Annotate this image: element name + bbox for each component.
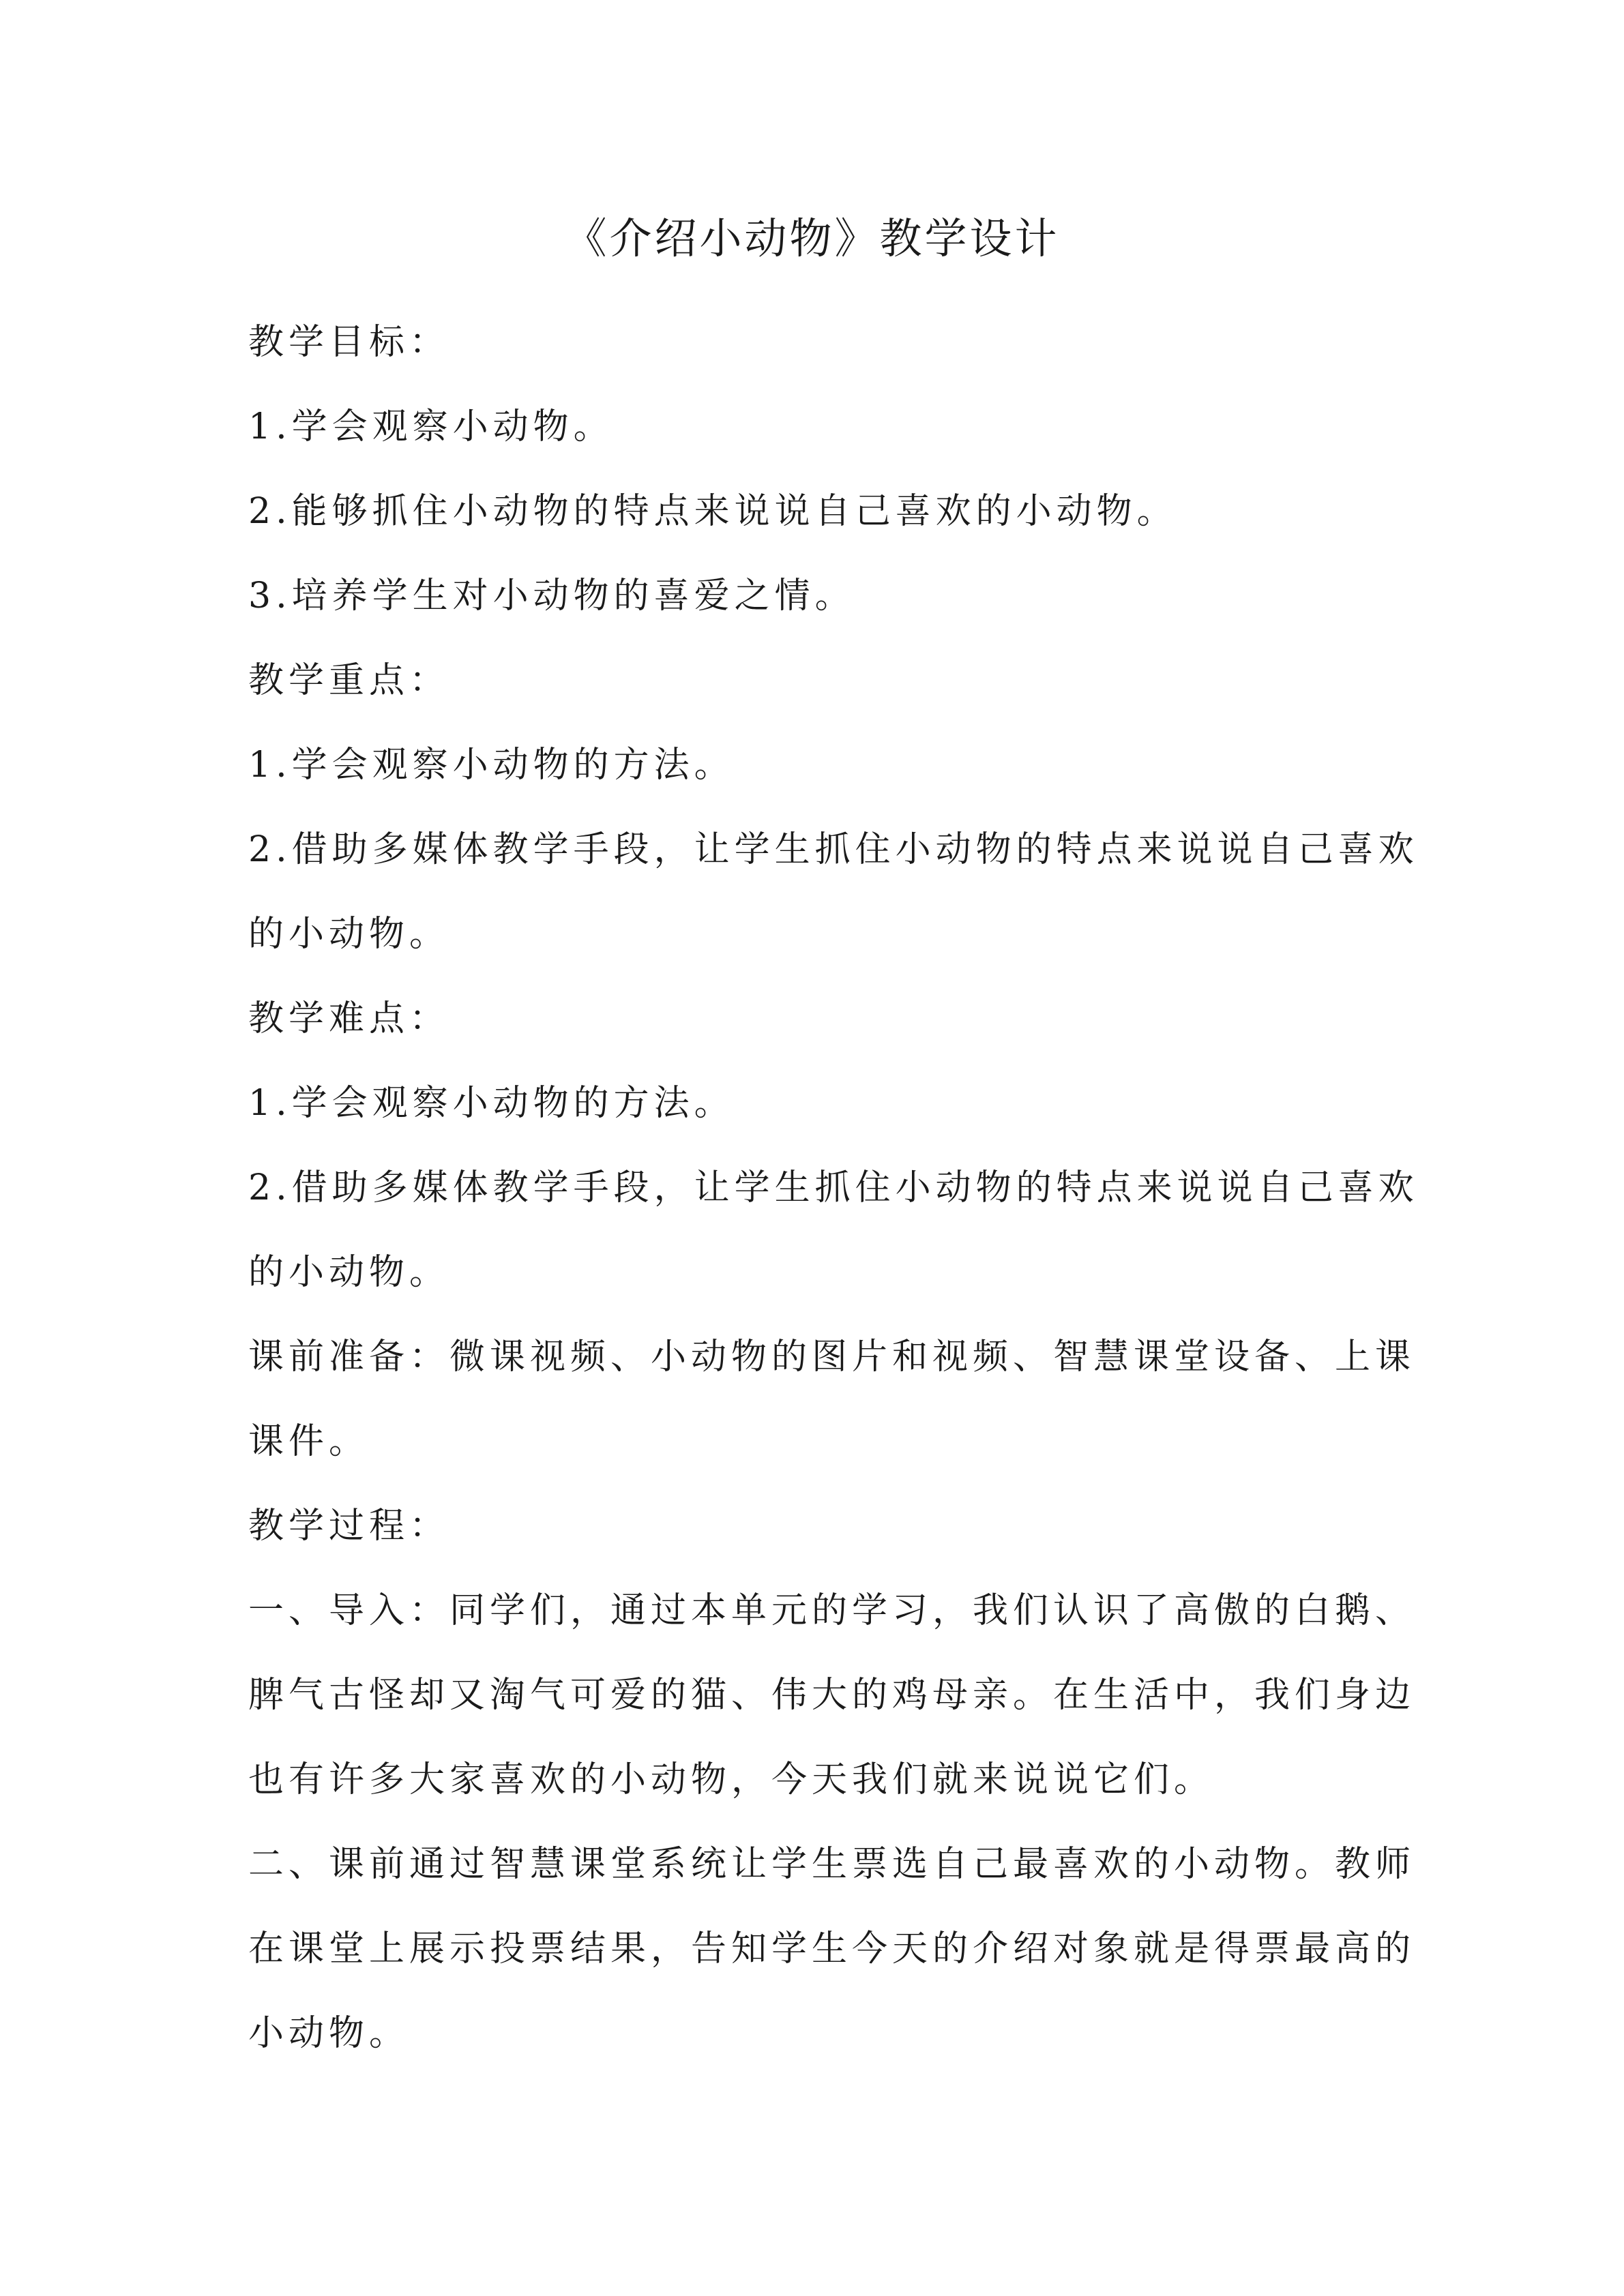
- text-line: 教学目标：: [248, 322, 450, 363]
- text-line: 的小动物。: [248, 914, 450, 955]
- text-line: 的小动物。: [248, 1252, 450, 1293]
- text-line: 脾气古怪却又淘气可爱的猫、伟大的鸡母亲。在生活中，我们身边: [248, 1675, 1416, 1716]
- text-line: 在课堂上展示投票结果，告知学生今天的介绍对象就是得票最高的: [248, 1928, 1416, 1969]
- text-line: 二、课前通过智慧课堂系统让学生票选自己最喜欢的小动物。教师: [248, 1844, 1416, 1885]
- text-line: 也有许多大家喜欢的小动物，今天我们就来说说它们。: [248, 1759, 1215, 1800]
- document-body: [248, 300, 1419, 2076]
- text-line: 课前准备：微课视频、小动物的图片和视频、智慧课堂设备、上课: [248, 1337, 1416, 1377]
- document-title: 《介绍小动物》教学设计: [564, 213, 1060, 263]
- text-line: 1.学会观察小动物的方法。: [248, 745, 735, 786]
- text-line: 教学重点：: [248, 660, 450, 701]
- text-line: 2.借助多媒体教学手段，让学生抓住小动物的特点来说说自己喜欢: [248, 829, 1419, 870]
- text-line: 教学过程：: [248, 1506, 450, 1547]
- text-line: 1.学会观察小动物的方法。: [248, 1083, 735, 1124]
- text-line: 教学难点：: [248, 998, 450, 1039]
- text-line: 2.借助多媒体教学手段，让学生抓住小动物的特点来说说自己喜欢: [248, 1167, 1419, 1208]
- text-line: 2.能够抓住小动物的特点来说说自己喜欢的小动物。: [248, 491, 1177, 532]
- text-line: 课件。: [248, 1421, 370, 1462]
- text-line: 1.学会观察小动物。: [248, 406, 614, 447]
- text-line: 一、导入：同学们，通过本单元的学习，我们认识了高傲的白鹅、: [248, 1590, 1416, 1631]
- text-line: 3.培养学生对小动物的喜爱之情。: [248, 576, 855, 616]
- text-line: 小动物。: [248, 2013, 410, 2054]
